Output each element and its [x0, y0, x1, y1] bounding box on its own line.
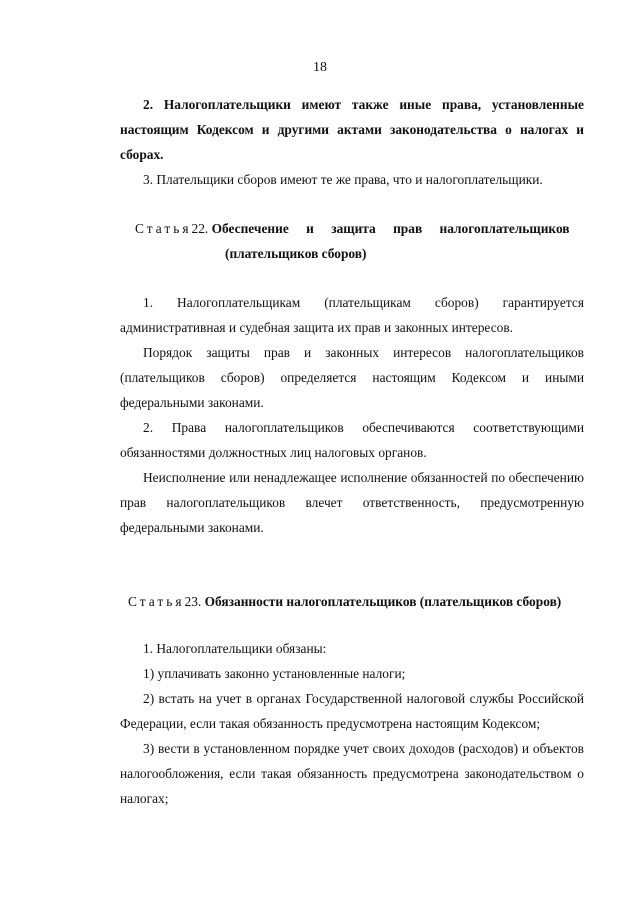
- article-22-title-line1: Обеспечение и защита прав налогоплательщиков: [211, 221, 570, 236]
- article-23-paragraph-2: 1) уплачивать законно установленные налоги;: [143, 666, 406, 681]
- paragraph-rights-3: 3. Плательщики сборов имеют те же права, что и налогоплательщики.: [143, 172, 543, 187]
- article-23-heading: [128, 589, 561, 614]
- article-23-body: [120, 636, 584, 811]
- article-22-label: Статья: [135, 221, 192, 236]
- article-22-title-line2: (плательщиков сборов): [225, 246, 367, 261]
- top-text-block: [120, 92, 584, 192]
- page-number: 18: [313, 60, 327, 75]
- article-23-label: Статья: [128, 594, 185, 609]
- article-22-body: [120, 290, 584, 540]
- article-22-heading: [135, 216, 570, 241]
- article-22-number: 22.: [191, 221, 209, 236]
- article-23-paragraph-3: 2) встать на учет в органах Государственной налоговой службы Российской Федерации, если такая обязанность предусмотрена настоящим Кодексом;: [120, 691, 584, 731]
- article-23-paragraph-4: 3) вести в установленном порядке учет своих доходов (расходов) и объектов налогообложения, если такая обязанность предусмотрена законодательством о налогах;: [120, 741, 584, 806]
- article-22-paragraph-3: 2. Права налогоплательщиков обеспечиваются соответствующими обязанностями должностных лиц налоговых органов.: [120, 420, 584, 460]
- paragraph-rights-2: 2. Налогоплательщики имеют также иные права, установленные настоящим Кодексом и другими актами законодательства о налогах и сборах.: [120, 97, 584, 162]
- article-23-paragraph-1: 1. Налогоплательщики обязаны:: [143, 641, 327, 656]
- article-22-paragraph-2: Порядок защиты прав и законных интересов налогоплательщиков (плательщиков сборов) определяется настоящим Кодексом и иными федеральными законами.: [120, 345, 584, 410]
- article-22-paragraph-1: 1. Налогоплательщикам (плательщикам сборов) гарантируется административная и судебная защита их прав и законных интересов.: [120, 295, 584, 335]
- article-23-number: 23.: [184, 594, 202, 609]
- article-22-paragraph-4: Неисполнение или ненадлежащее исполнение обязанностей по обеспечению прав налогоплательщиков влечет ответственность, предусмотренную федеральными законами.: [120, 470, 584, 535]
- article-23-title: Обязанности налогоплательщиков (плательщиков сборов): [204, 594, 562, 609]
